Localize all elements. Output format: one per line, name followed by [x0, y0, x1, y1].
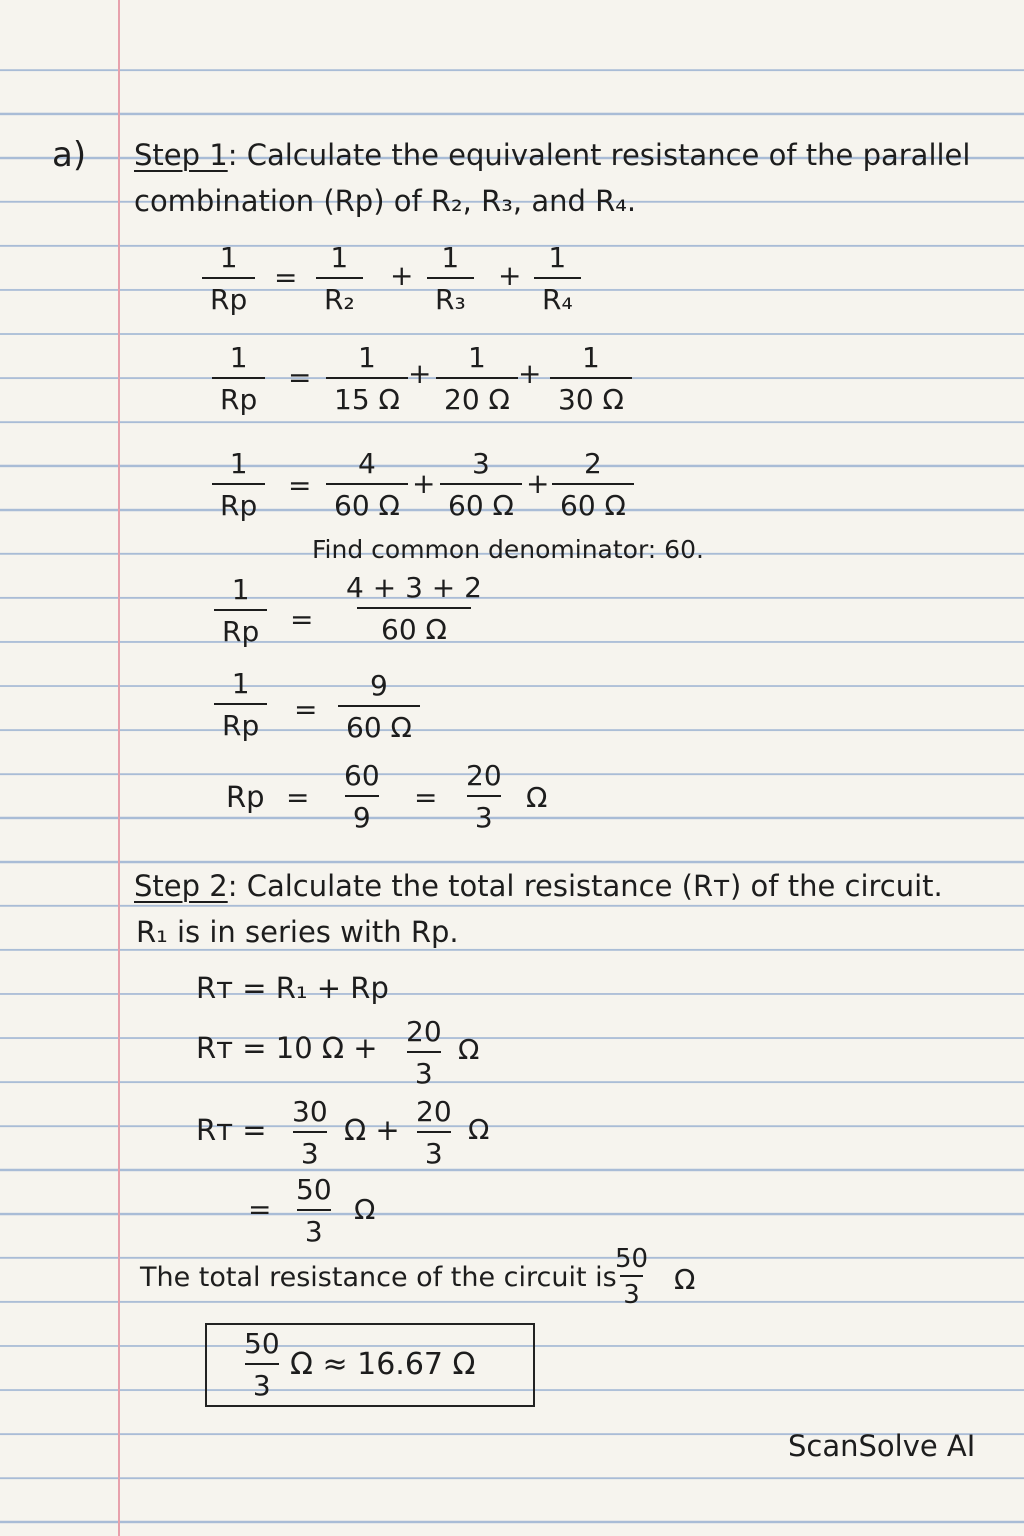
eq6-equals2: =	[414, 781, 438, 814]
eq1-equals: =	[274, 261, 298, 294]
eq2-plus1: +	[408, 357, 432, 390]
eq6-equals1: =	[286, 781, 310, 814]
conclusion-text: The total resistance of the circuit is	[140, 1262, 617, 1293]
eq6-fraction1: $\frac{60}{9}$	[344, 759, 380, 834]
eq3-term2-fraction: $\frac{3}{60 \Omega}$	[440, 450, 522, 520]
answer-value: Ω ≈ 16.67 Ω	[290, 1347, 476, 1382]
eq6-fraction2: $\frac{20}{3}$	[466, 759, 502, 834]
common-denominator-note: Find common denominator: 60.	[312, 535, 704, 564]
eq3-lhs-fraction: $\frac{1}{Rp}$	[212, 450, 265, 520]
eq9-lhs: Rᴛ =	[196, 1113, 267, 1147]
eq1-term1-fraction: $\frac{1}{\text{R₂}}$	[316, 244, 363, 314]
eq3-term1-fraction: $\frac{4}{60 \Omega}$	[326, 450, 408, 520]
eq5-equals: =	[294, 693, 318, 726]
eq6-lhs: Rp	[226, 780, 265, 814]
eq10-fraction: $\frac{50}{3}$	[296, 1173, 332, 1248]
eq5-rhs-fraction: $\frac{9}{60 \Omega}$	[338, 672, 420, 742]
step1-title: Step 1	[134, 138, 228, 172]
step2-heading	[134, 869, 943, 903]
eq1-lhs-fraction: $\frac{1}{Rp}$	[202, 244, 255, 314]
part-label: a)	[52, 135, 87, 175]
eq3-plus2: +	[526, 467, 550, 500]
eq2-term1-fraction: $\frac{1}{15 \Omega}$	[326, 344, 408, 414]
eq1-plus1: +	[390, 259, 414, 292]
eq9-unit: Ω	[468, 1113, 490, 1146]
step1-colon: :	[227, 138, 238, 172]
conclusion-fraction: $\frac{50}{3}$	[615, 1244, 649, 1310]
step2-title: Step 2	[134, 869, 228, 903]
step2-line2: R₁ is in series with Rp.	[136, 915, 459, 949]
conclusion-unit: Ω	[674, 1263, 696, 1296]
eq3-plus1: +	[412, 467, 436, 500]
eq4-equals: =	[290, 603, 314, 636]
eq9-mid: Ω +	[344, 1113, 400, 1147]
eq4-lhs-fraction: $\frac{1}{Rp}$	[214, 576, 267, 646]
eq10-unit: Ω	[354, 1193, 376, 1226]
eq1-term3-fraction: $\frac{1}{\text{R₄}}$	[534, 244, 581, 314]
eq2-term2-fraction: $\frac{1}{20 \Omega}$	[436, 344, 518, 414]
margin-line	[118, 0, 120, 1536]
eq9-fraction2: $\frac{20}{3}$	[416, 1095, 452, 1170]
eq4-rhs-fraction: $\frac{4 + 3 + 2}{60 \Omega}$	[346, 571, 482, 646]
eq7: Rᴛ = R₁ + Rp	[196, 971, 389, 1005]
eq10-equals: =	[248, 1193, 272, 1226]
step1-line2: combination (Rp) of R₂, R₃, and R₄.	[134, 184, 637, 218]
eq2-equals: =	[288, 361, 312, 394]
eq3-equals: =	[288, 469, 312, 502]
step1-heading	[134, 138, 971, 172]
brand-label: ScanSolve AI	[788, 1429, 976, 1463]
eq6-unit: Ω	[526, 781, 548, 814]
eq8-unit: Ω	[458, 1033, 480, 1066]
eq3-term3-fraction: $\frac{2}{60 \Omega}$	[552, 450, 634, 520]
eq2-term3-fraction: $\frac{1}{30 \Omega}$	[550, 344, 632, 414]
eq2-lhs-fraction: $\frac{1}{Rp}$	[212, 344, 265, 414]
step1-line1: Calculate the equivalent resistance of the parallel	[246, 138, 971, 172]
eq9-fraction1: $\frac{30}{3}$	[292, 1095, 328, 1170]
eq8-fraction: $\frac{20}{3}$	[406, 1015, 442, 1090]
eq1-term2-fraction: $\frac{1}{\text{R₃}}$	[427, 244, 474, 314]
step2-line1: Calculate the total resistance (Rᴛ) of the circuit.	[246, 869, 943, 903]
step2-colon: :	[227, 869, 238, 903]
eq8-lhs: Rᴛ = 10 Ω +	[196, 1031, 378, 1065]
answer-fraction: $\frac{50}{3}$	[244, 1327, 280, 1402]
eq2-plus2: +	[518, 357, 542, 390]
eq1-plus2: +	[498, 259, 522, 292]
eq5-lhs-fraction: $\frac{1}{Rp}$	[214, 670, 267, 740]
